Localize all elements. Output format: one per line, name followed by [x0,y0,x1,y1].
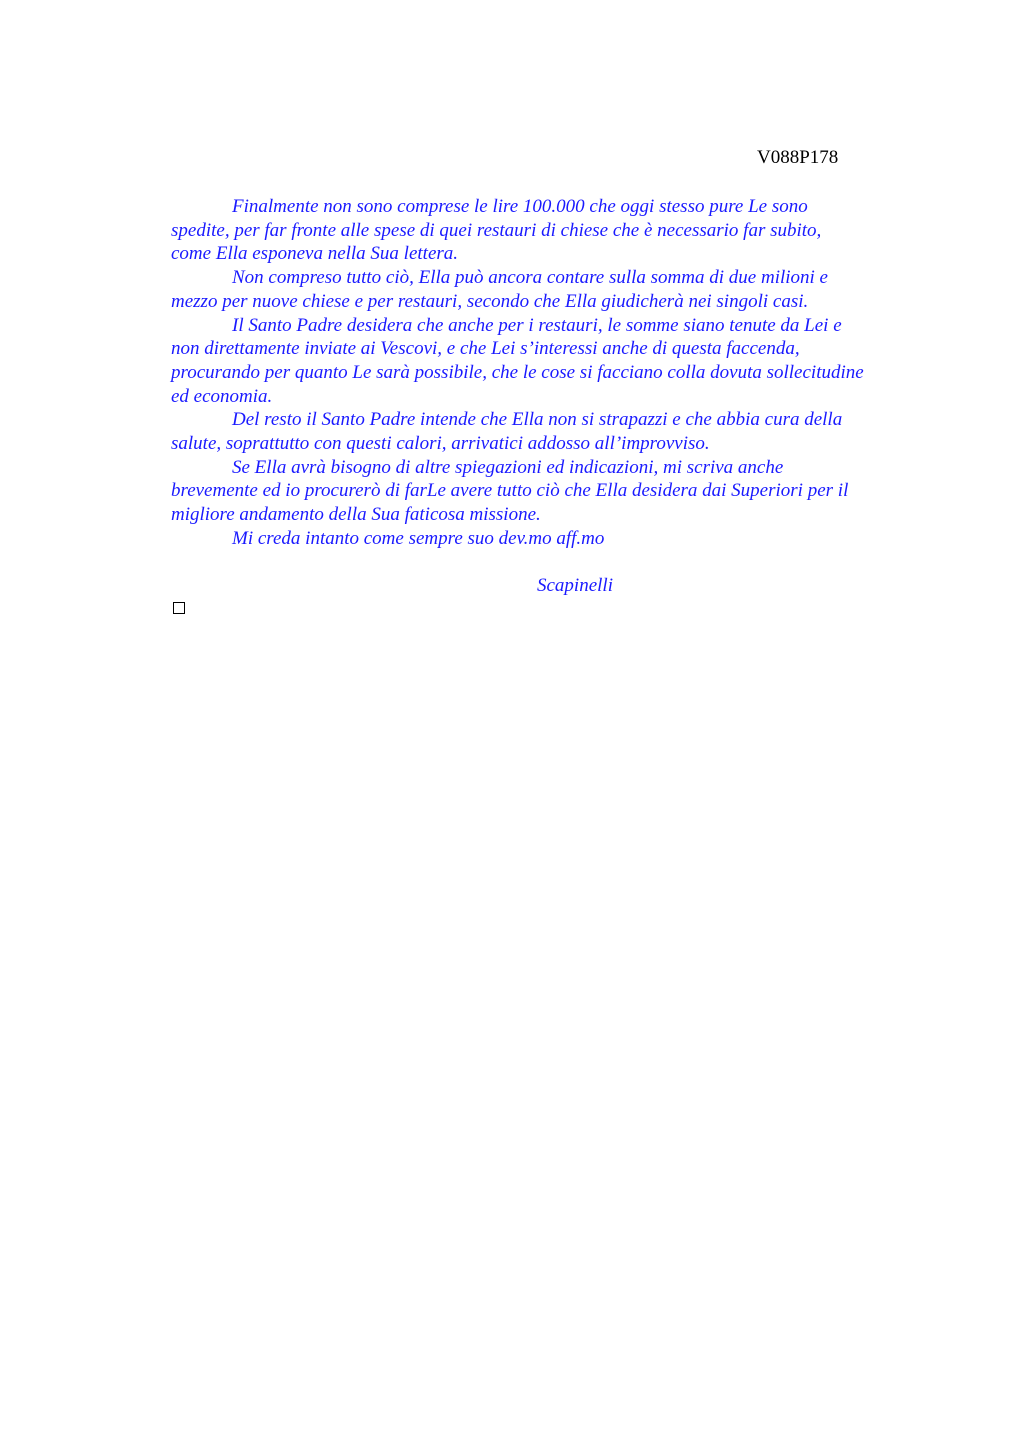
paragraph-1: Finalmente non sono comprese le lire 100.000 che oggi stesso pure Le sono spedite, per far fronte alle spese di quei restauri di chiese che è necessario far subito, come Ella esponeva nella Sua lettera. [171,196,822,265]
signature: Scapinelli [537,575,613,596]
paragraph-5: Se Ella avrà bisogno di altre spiegazioni ed indicazioni, mi scriva anche brevemente ed io procurerò di farLe avere tutto ciò che Ella desidera dai Superiori per il migliore andamento della Sua faticosa missione. [171,456,849,526]
paragraph-6: Mi creda intanto come sempre suo dev.mo aff.mo [232,527,605,549]
paragraph-4: Del resto il Santo Padre intende che Ella non si strapazzi e che abbia cura della salute, soprattutto con questi calori, arrivatici addosso all’improvviso. [171,409,843,455]
paragraph-3: Il Santo Padre desidera che anche per i restauri, le somme siano tenute da Lei e non direttamente inviate ai Vescovi, e che Lei s’interessi anche di questa faccenda, procurando per quanto Le sarà possibile, che le cose si facciano colla dovuta sollecitudine ed economia. [171,314,864,407]
letter-body [171,195,931,551]
page-code: V088P178 [757,147,839,168]
empty-square-icon [173,602,185,614]
paragraph-2: Non compreso tutto ciò, Ella può ancora contare sulla somma di due milioni e mezzo per nuove chiese e per restauri, secondo che Ella giudicherà nei singoli casi. [171,267,828,312]
